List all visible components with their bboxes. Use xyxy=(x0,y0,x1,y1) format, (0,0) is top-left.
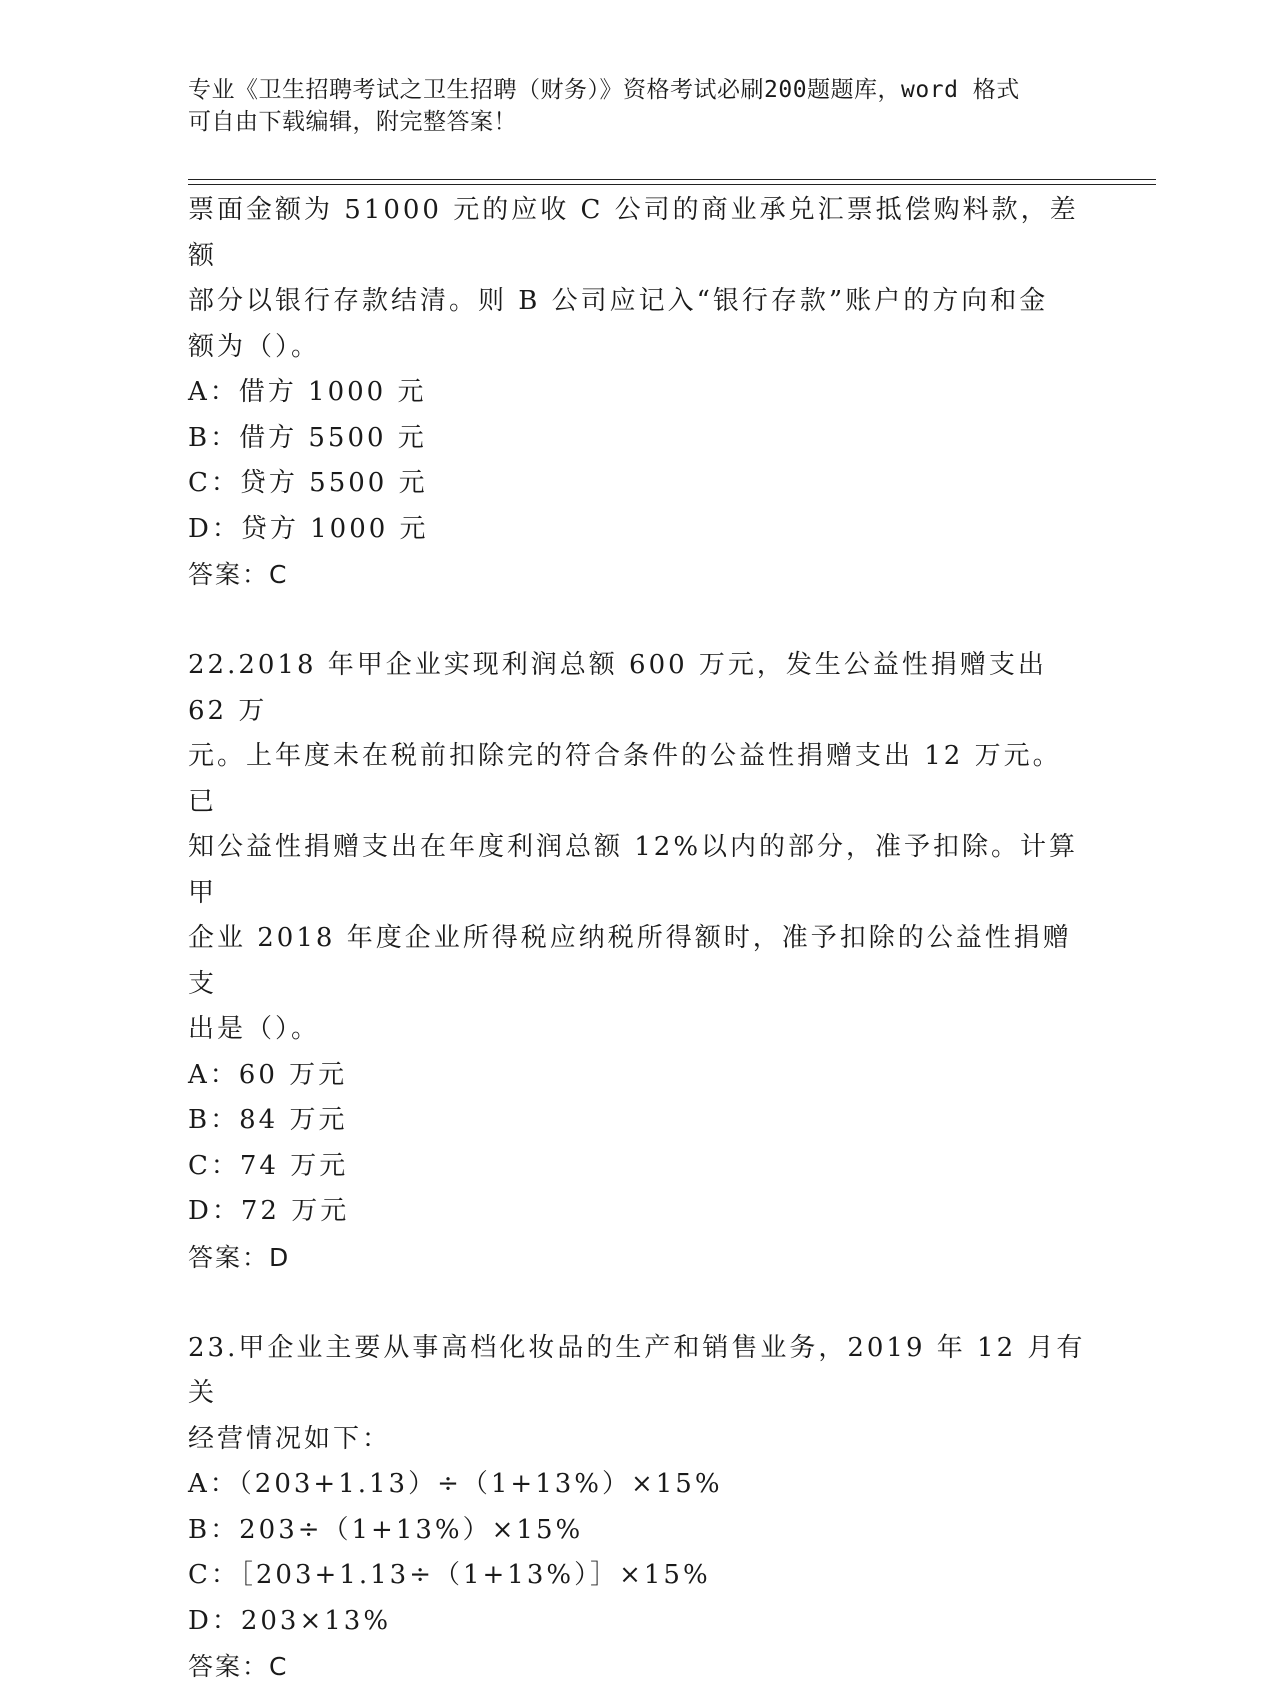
question-text-line: 知公益性捐赠支出在年度利润总额 12%以内的部分，准予扣除。计算甲 xyxy=(188,832,1079,908)
question-text-line: 元。上年度未在税前扣除完的符合条件的公益性捐赠支出 12 万元。已 xyxy=(188,741,1062,817)
question-text-line: 企业 2018 年度企业所得税应纳税所得额时，准予扣除的公益性捐赠支 xyxy=(188,923,1072,999)
question-block xyxy=(188,1326,1088,1690)
question-block xyxy=(188,188,1088,598)
header-divider-bottom xyxy=(188,184,1156,185)
question-text-line: 经营情况如下： xyxy=(188,1423,392,1454)
header-divider-top xyxy=(188,179,1156,180)
header-title-line-1: 专业《卫生招聘考试之卫生招聘（财务）》资格考试必刷200题题库，word 格式 xyxy=(188,77,1020,103)
question-text-line: 23.甲企业主要从事高档化妆品的生产和销售业务，2019 年 12 月有关 xyxy=(188,1332,1086,1408)
question-text-line: 部分以银行存款结清。则 B 公司应记入“银行存款”账户的方向和金 xyxy=(188,286,1049,316)
page-header xyxy=(188,74,1088,138)
answer-label: 答案：C xyxy=(188,560,289,589)
option-b: B：203÷（1+13%）×15% xyxy=(188,1514,584,1545)
question-text-line: 22.2018 年甲企业实现利润总额 600 万元，发生公益性捐赠支出 62 万 xyxy=(188,650,1047,726)
option-a: A：（203+1.13）÷（1+13%）×15% xyxy=(188,1469,723,1499)
option-b: B：借方 5500 元 xyxy=(188,422,427,453)
option-d: D：72 万元 xyxy=(188,1196,350,1226)
option-a: A：借方 1000 元 xyxy=(188,377,427,407)
question-list xyxy=(188,188,1088,1690)
option-b: B：84 万元 xyxy=(188,1105,348,1135)
option-c: C：贷方 5500 元 xyxy=(188,468,428,498)
option-c: C：［203+1.13÷（1+13%）］×15% xyxy=(188,1560,711,1590)
answer-label: 答案：D xyxy=(188,1242,291,1272)
question-text-line: 出是（）。 xyxy=(188,1014,321,1044)
option-d: D：203×13% xyxy=(188,1605,392,1636)
option-c: C：74 万元 xyxy=(188,1150,349,1181)
answer-label: 答案：C xyxy=(188,1652,289,1681)
question-text-line: 票面金额为 51000 元的应收 C 公司的商业承兑汇票抵偿购料款，差额 xyxy=(188,195,1079,271)
question-text-line: 额为（）。 xyxy=(188,331,321,362)
option-a: A：60 万元 xyxy=(188,1059,348,1090)
header-title-line-2: 可自由下载编辑，附完整答案！ xyxy=(188,109,517,135)
option-d: D：贷方 1000 元 xyxy=(188,513,429,544)
question-block xyxy=(188,643,1088,1280)
